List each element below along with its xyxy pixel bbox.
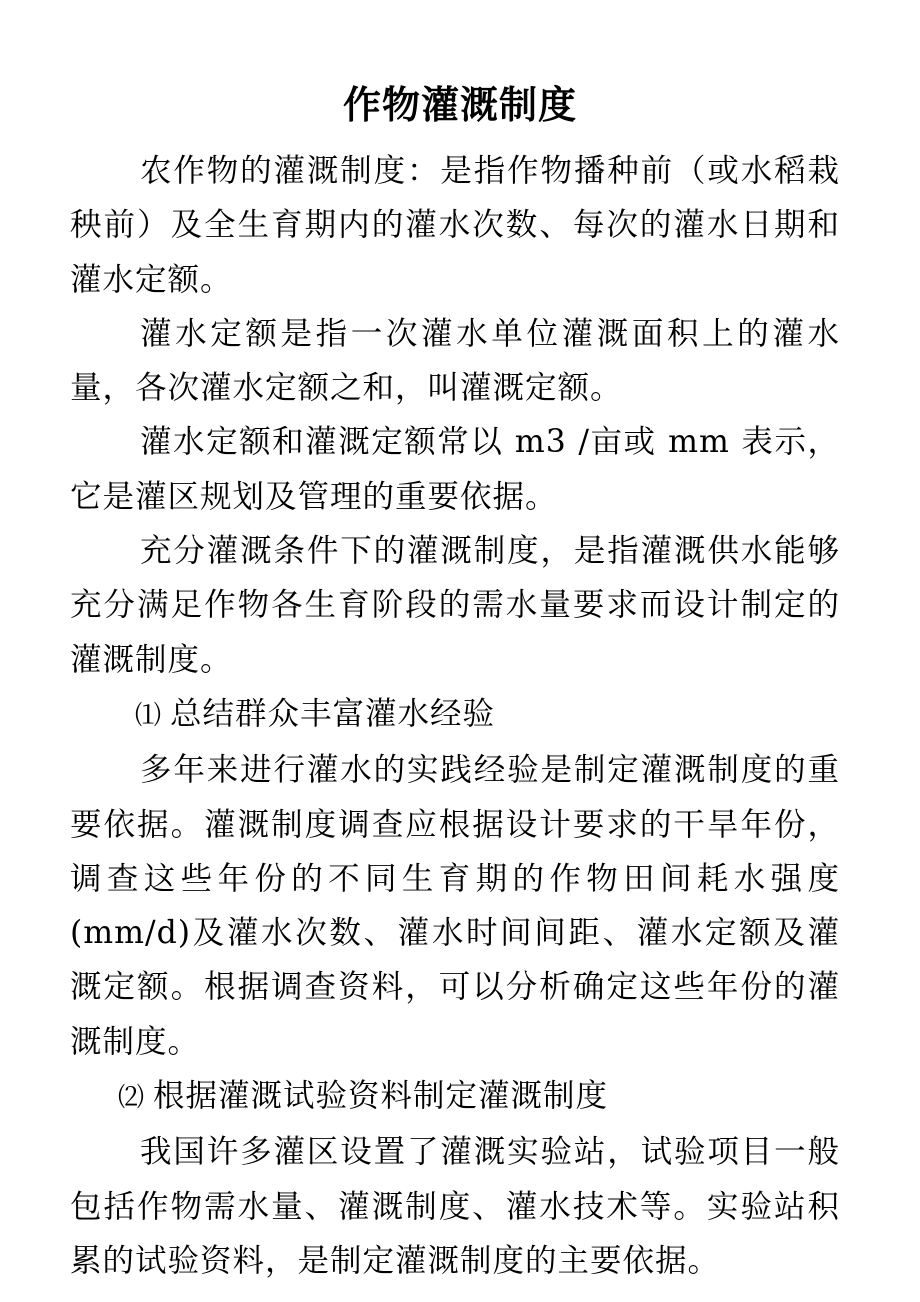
section-2-number: ⑵ [118,1083,146,1114]
section-2-paragraph: 我国许多灌区设置了灌溉实验站，试验项目一般包括作物需水量、灌溉制度、灌水技术等。实验站积累的试验资料，是制定灌溉制度的主要依据。 [70,1134,840,1279]
section-2-heading-text: 根据灌溉试验资料制定灌溉制度 [153,1078,609,1115]
document-body [70,144,840,1288]
section-1-heading-text: 总结群众丰富灌水经验 [170,695,496,732]
paragraph-full-irrigation: 充分灌溉条件下的灌溉制度，是指灌溉供水能够充分满足作物各生育阶段的需水量要求而设计制定的灌溉制度。 [70,533,840,678]
paragraph-irrigation-quota: 灌水定额是指一次灌水单位灌溉面积上的灌水量，各次灌水定额之和，叫灌溉定额。 [70,315,840,407]
paragraph-units: 灌水定额和灌溉定额常以 m3 /亩或 mm 表示，它是灌区规划及管理的重要依据。 [70,424,840,515]
section-1-number: ⑴ [135,700,163,731]
section-1-paragraph: 多年来进行灌水的实践经验是制定灌溉制度的重要依据。灌溉制度调查应根据设计要求的干旱年份，调查这些年份的不同生育期的作物田间耗水强度(mm/d)及灌水次数、灌水时间间距、灌水定额及灌溉定额。根据调查资料，可以分析确定这些年份的灌溉制度。 [70,752,840,1060]
section-1-heading [70,687,840,743]
section-2-heading [70,1069,840,1125]
document-title: 作物灌溉制度 [342,83,577,127]
paragraph-definition: 农作物的灌溉制度：是指作物播种前（或水稻栽秧前）及全生育期内的灌水次数、每次的灌水日期和灌水定额。 [70,153,840,298]
